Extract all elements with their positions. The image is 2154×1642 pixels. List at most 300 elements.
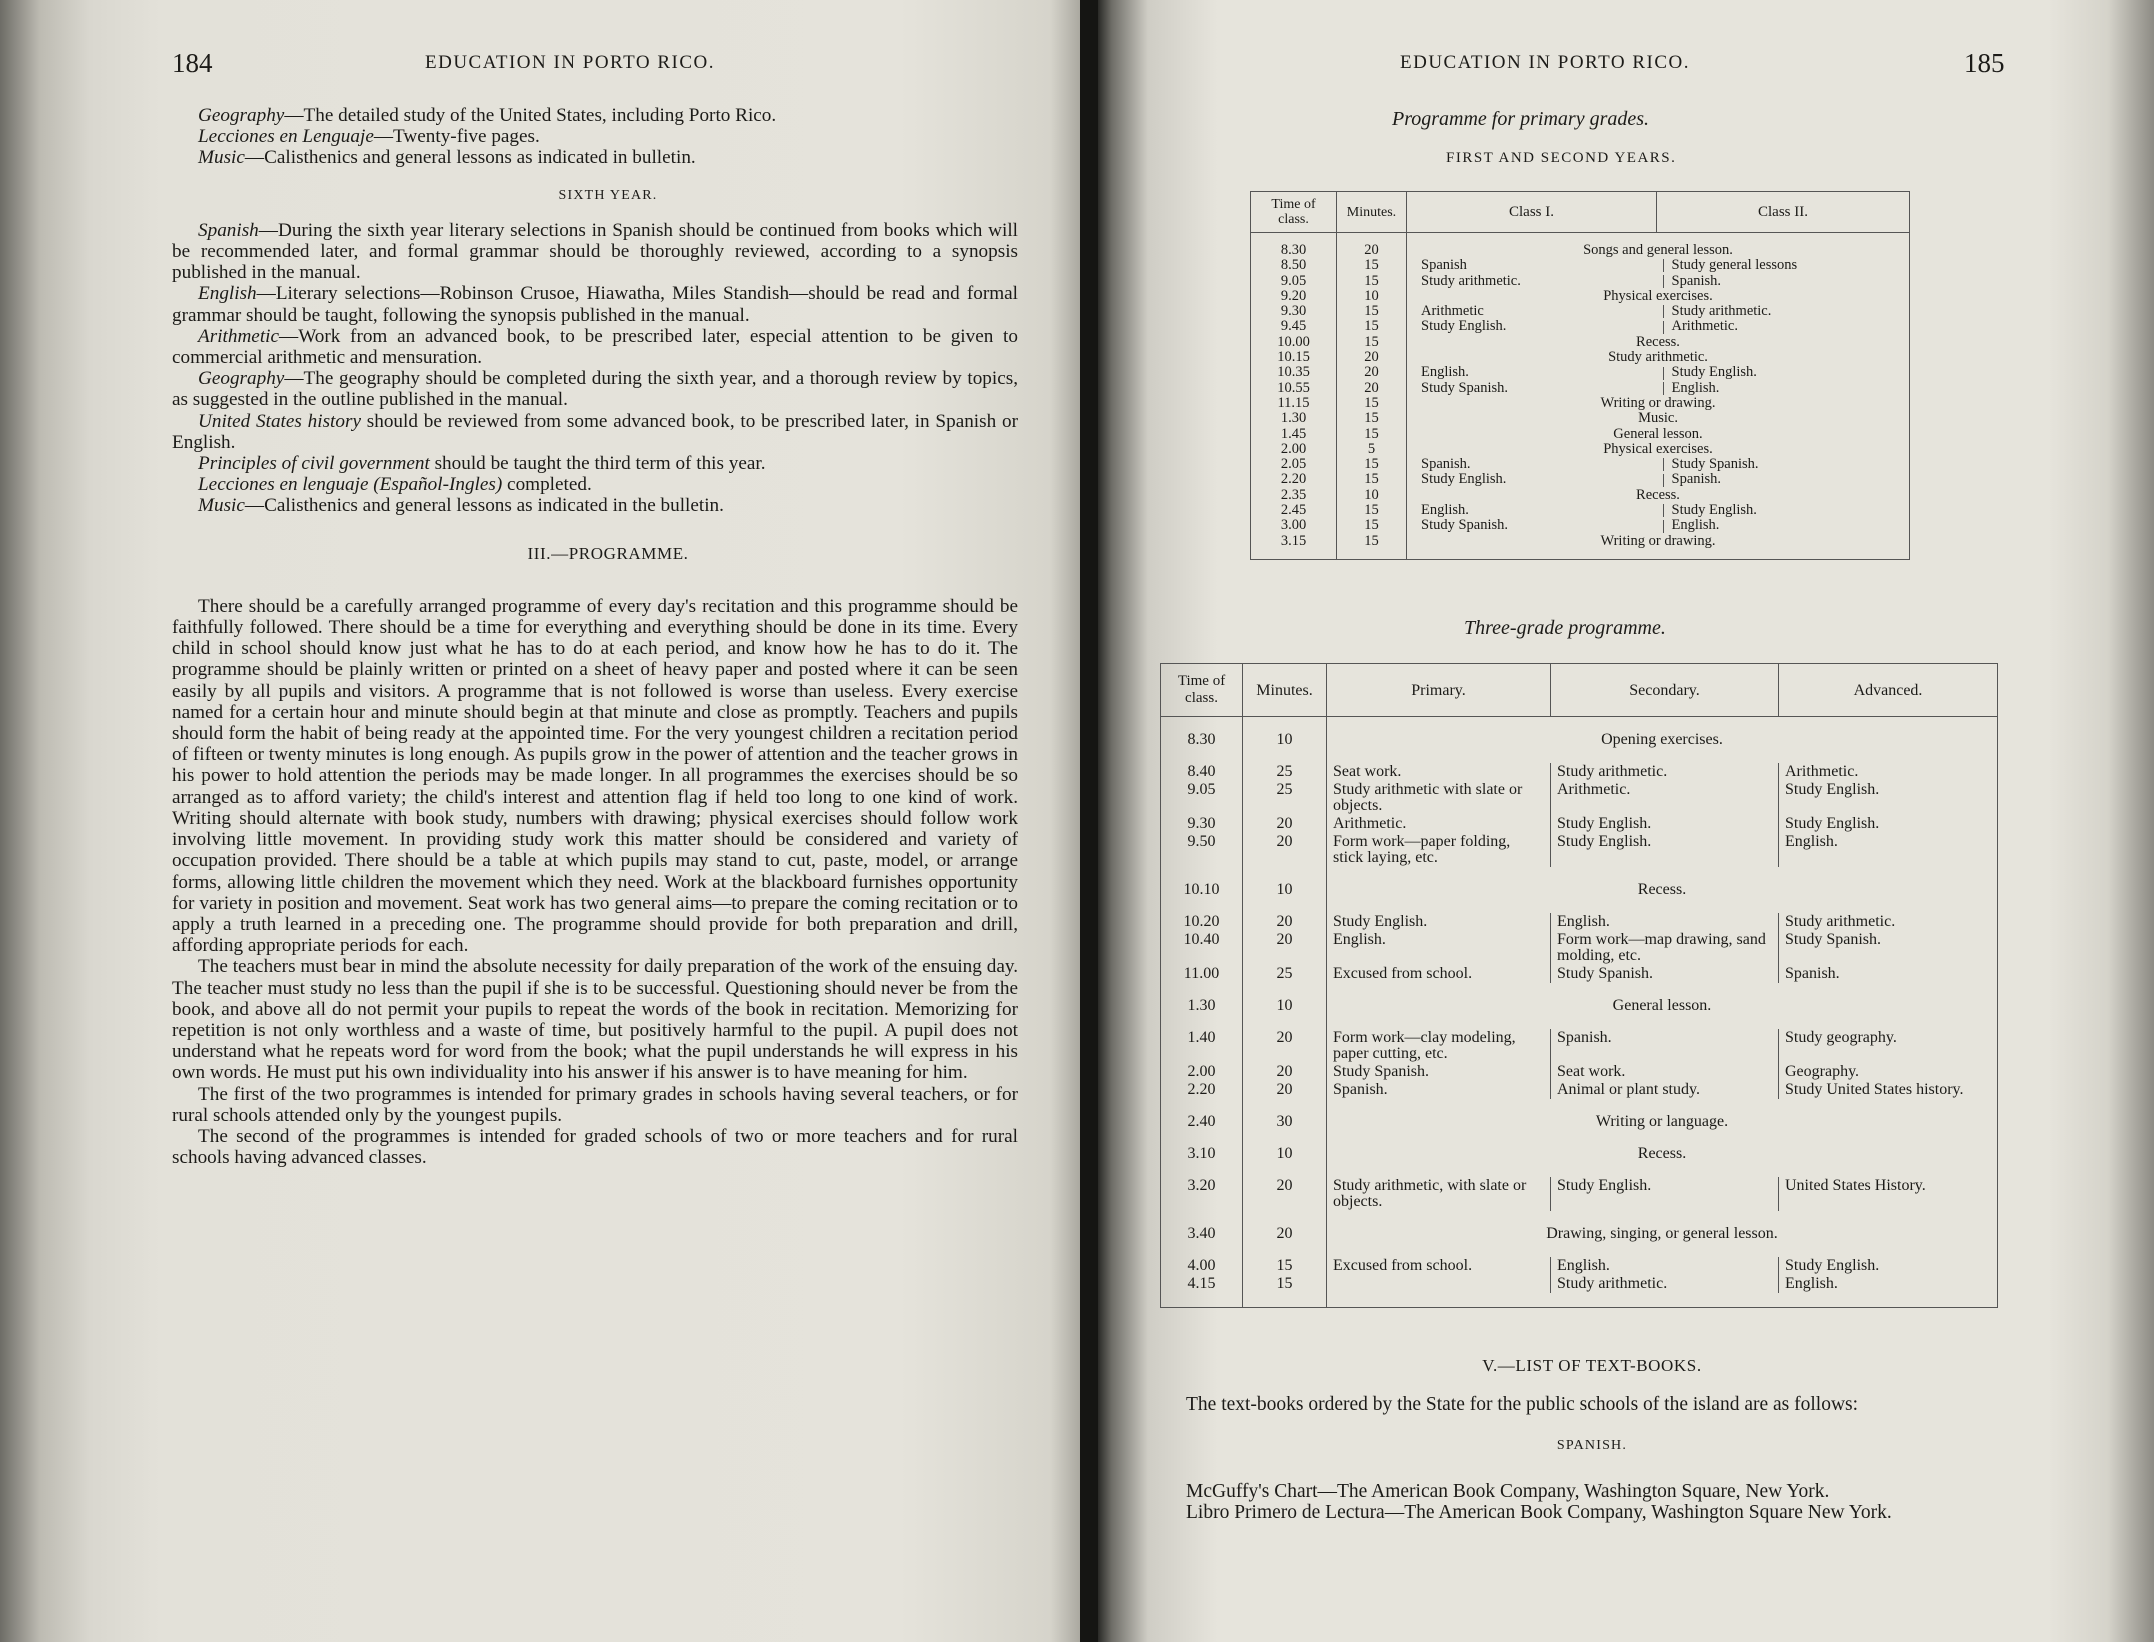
minutes-cell: 20: [1243, 1177, 1327, 1211]
minutes-cell: 5: [1337, 442, 1407, 457]
paragraph-label: Lecciones en Lenguaje: [198, 126, 374, 148]
spacer: [1161, 717, 1243, 732]
column-separator: [1663, 275, 1664, 288]
header-class-1: Class I.: [1407, 192, 1657, 233]
class-1-cell: Spanish.: [1421, 456, 1471, 473]
minutes-cell: 15: [1337, 411, 1407, 426]
programme-heading: III.—PROGRAMME.: [527, 543, 689, 563]
spacer-row: [1161, 1015, 1998, 1029]
three-grade-table-body: [1161, 717, 1998, 1308]
table-row: [1161, 815, 1998, 833]
minutes-cell: 15: [1337, 335, 1407, 350]
spacer: [1551, 983, 1779, 997]
paragraph-label: Arithmetic: [198, 325, 279, 347]
spacer: [1327, 1015, 1551, 1029]
both-classes-cell: Study arithmetic.: [1608, 349, 1708, 366]
minutes-cell: 20: [1243, 815, 1327, 833]
column-separator: [1663, 474, 1664, 487]
table-row: [1161, 1275, 1998, 1293]
paragraph: The first of the two programmes is intended for primary grades in schools having several teachers, or for rural schools attended only by the youngest pupils.: [172, 1083, 1018, 1126]
three-grade-header-row: [1161, 664, 1998, 717]
spacer: [1243, 1243, 1327, 1257]
table-row: [1251, 442, 1910, 457]
paragraph: There should be a carefully arranged programme of every day's recitation and this programme should be faithfully followed. There should be a time for everything and everything should be done in its time. Every child in school should know just what he has to do at each period, and know how he has to do it. The programme should be plainly written or printed on a sheet of heavy paper and posted where it can be seen easily by all pupils and visitors. A programme that is not followed is worse than useless. Every exercise named for a certain hour and minute should begin at that minute and close as promptly. Teachers and pupils should form the habit of being ready at the appointed time. For the very youngest children a recitation period of fifteen or twenty minutes is long enough. As pupils grow in the power of attention and the teacher grows in his power to hold attention the periods may be made longer. In all programmes the exercises should be so arranged as to afford variety; the child's interest and attention flag if held too long to one kind of work. Writing should alternate with book study, numbers with drawing; physical exercises should follow work involving little movement. In providing study work this matter should be considered and variety of occupation provided. There should be a table at which pupils may stand to cut, paste, model, or arrange forms, allowing little children the movement which they need. Work at the blackboard furnishes opportunity for variety in position and movement. Seat work has two general aims—to prepare the coming recitation or to apply a truth learned in a preceding one. The programme should provide for both preparation and drill, affording appropriate periods for each.: [172, 595, 1018, 957]
table-row: [1251, 365, 1910, 380]
column-separator: [1663, 458, 1664, 471]
time-cell: 3.10: [1161, 1145, 1243, 1163]
primary-cell: Study English.: [1333, 913, 1428, 930]
secondary-cell: Study English.: [1551, 833, 1779, 867]
primary-cell: Seat work.: [1333, 763, 1402, 780]
time-cell: 9.05: [1251, 274, 1337, 289]
time-cell: 9.45: [1251, 319, 1337, 334]
time-cell: 3.15: [1251, 534, 1337, 549]
spacer: [1551, 1131, 1779, 1145]
paragraph-text: —Work from an advanced book, to be prescribed later, especial attention to be given to commercial arithmetic and mensuration.: [172, 325, 1018, 369]
class-2-text: Study Spanish.: [1671, 456, 1759, 473]
paragraph-text: —Literary selections—Robinson Crusoe, Hiawatha, Miles Standish—should be read and formal grammar should be taught, following the synopsis published in the manual.: [172, 283, 1018, 326]
secondary-cell: Study arithmetic.: [1551, 1275, 1779, 1293]
header-primary: Primary.: [1327, 664, 1551, 717]
class-2-cell: [1657, 258, 1910, 273]
class-1-cell: Study arithmetic.: [1421, 272, 1521, 289]
primary-cell: [1327, 1275, 1551, 1293]
spacer: [1779, 1015, 1998, 1029]
spacer: [1779, 1131, 1998, 1145]
table-row: [1251, 472, 1910, 487]
primary-cell: Arithmetic.: [1333, 815, 1407, 832]
column-separator: [1663, 321, 1664, 334]
minutes-cell: 15: [1337, 427, 1407, 442]
secondary-cell: English.: [1551, 913, 1779, 931]
spacer: [1779, 1211, 1998, 1225]
header-minutes: Minutes.: [1243, 664, 1327, 717]
spacer: [1551, 867, 1779, 881]
spacer: [1551, 717, 1779, 732]
minutes-cell: 15: [1337, 274, 1407, 289]
paragraph-text: —Twenty-five pages.: [373, 126, 540, 148]
primary-cell: Spanish.: [1333, 1081, 1388, 1098]
class-1-cell: Study Spanish.: [1421, 517, 1509, 534]
spacer: [1327, 867, 1551, 881]
secondary-cell: Study English.: [1551, 815, 1779, 833]
advanced-cell: English.: [1779, 1275, 1998, 1293]
advanced-cell: Arithmetic.: [1779, 763, 1998, 781]
spacer: [1779, 1293, 1998, 1308]
paragraph: The second of the programmes is intended for graded schools of two or more teachers and for rural schools having advanced classes.: [172, 1125, 1018, 1169]
advanced-cell: Geography.: [1779, 1063, 1998, 1081]
spacer: [1243, 867, 1327, 881]
spacer: [1161, 867, 1243, 881]
time-cell: 8.30: [1161, 731, 1243, 749]
both-classes-cell: Physical exercises.: [1603, 287, 1713, 304]
spacer: [1551, 1163, 1779, 1177]
spacer-row: [1161, 867, 1998, 881]
time-cell: 2.35: [1251, 488, 1337, 503]
spacer-row: [1161, 749, 1998, 763]
class-1-cell: Study Spanish.: [1421, 379, 1509, 396]
spacer: [1161, 1099, 1243, 1113]
paragraph-label: Spanish: [198, 219, 259, 241]
time-cell: 10.35: [1251, 365, 1337, 380]
advanced-cell: Study English.: [1779, 1257, 1998, 1275]
table-row: [1161, 1225, 1998, 1243]
table-row: [1251, 243, 1910, 258]
spacer: [1161, 749, 1243, 763]
time-cell: 1.30: [1161, 997, 1243, 1015]
minutes-cell: 10: [1337, 289, 1407, 304]
spacer-row: [1161, 1099, 1998, 1113]
all-grades-cell: Recess.: [1637, 1145, 1687, 1162]
spacer: [1779, 899, 1998, 913]
spacer-row: [1161, 1131, 1998, 1145]
paragraph: [172, 126, 1018, 147]
time-cell: 8.50: [1251, 258, 1337, 273]
time-cell: 2.00: [1251, 442, 1337, 457]
spacer: [1779, 867, 1998, 881]
header-minutes: Minutes.: [1337, 192, 1407, 233]
textbooks-section: [1160, 1355, 1998, 1523]
spacer: [1327, 983, 1551, 997]
spacer: [1243, 1015, 1327, 1029]
both-classes-cell: Songs and general lesson.: [1583, 242, 1733, 258]
textbook-item: Libro Primero de Lectura—The American Book Company, Washington Square New York.: [1186, 1501, 1892, 1523]
spacer: [1327, 1243, 1551, 1257]
sixth-year-paragraphs: [172, 220, 1018, 517]
spacer: [1551, 749, 1779, 763]
time-cell: 10.55: [1251, 381, 1337, 396]
class-2-cell: [1657, 457, 1910, 472]
minutes-cell: 20: [1243, 913, 1327, 931]
minutes-cell: 10: [1243, 731, 1327, 749]
class-2-text: Arithmetic.: [1671, 318, 1738, 335]
minutes-cell: 15: [1337, 518, 1407, 533]
minutes-cell: 10: [1243, 881, 1327, 899]
table-row: [1251, 381, 1910, 396]
secondary-cell: English.: [1551, 1257, 1779, 1275]
page-number-right: 185: [1964, 48, 2005, 78]
time-cell: 9.50: [1161, 833, 1243, 867]
spacer: [1161, 1293, 1243, 1308]
time-cell: 10.10: [1161, 881, 1243, 899]
spacer: [1779, 1099, 1998, 1113]
time-cell: 9.20: [1251, 289, 1337, 304]
minutes-cell: 20: [1243, 1081, 1327, 1099]
secondary-cell: Form work—map drawing, sand molding, etc.: [1551, 931, 1779, 965]
table-row: [1161, 1113, 1998, 1131]
spacer-row: [1161, 1293, 1998, 1308]
all-grades-cell: Opening exercises.: [1601, 731, 1723, 748]
class-2-cell: [1657, 518, 1910, 533]
table-row: [1251, 274, 1910, 289]
advanced-cell: United States History.: [1779, 1177, 1998, 1211]
table-row: [1161, 781, 1998, 815]
minutes-cell: 15: [1337, 304, 1407, 319]
minutes-cell: 20: [1243, 1063, 1327, 1081]
spacer: [1251, 549, 1337, 560]
textbooks-intro: The text-books ordered by the State for the public schools of the island are as follows:: [1186, 1394, 1859, 1416]
time-cell: 1.40: [1161, 1029, 1243, 1063]
running-header-right: EDUCATION IN PORTO RICO.: [1400, 52, 1690, 73]
spacer: [1407, 549, 1910, 560]
column-separator: [1663, 520, 1664, 533]
minutes-cell: 25: [1243, 781, 1327, 815]
time-cell: 8.40: [1161, 763, 1243, 781]
secondary-cell: Study arithmetic.: [1551, 763, 1779, 781]
spacer: [1161, 1243, 1243, 1257]
spacer: [1779, 1243, 1998, 1257]
time-cell: 10.40: [1161, 931, 1243, 965]
paragraph: The teachers must bear in mind the absolute necessity for daily preparation of the work of the ensuing day. The teacher must study no less than the pupil if she is to be successful. Questioning should never be from the book, and above all do not permit your pupils to repeat the words of the book in recitation. Memorizing for repetition is not only worthless and a waste of time, but positively harmful to the pupil. A pupil does not understand what he repeats word for word from the book; what the pupil understands he will express in his own words. He must put his own individuality into his answer if his answer is to have meaning for him.: [172, 956, 1018, 1084]
table-row: [1251, 457, 1910, 472]
page-number-left: 184: [172, 48, 213, 78]
three-grade-programme-table: [1160, 663, 1998, 1308]
time-cell: 2.20: [1161, 1081, 1243, 1099]
class-1-cell: Arithmetic: [1421, 303, 1484, 320]
class-2-text: English.: [1671, 379, 1720, 396]
table-row: [1251, 258, 1910, 273]
spacer: [1243, 899, 1327, 913]
table-row: [1251, 411, 1910, 426]
spacer: [1327, 1131, 1551, 1145]
column-separator: [1663, 305, 1664, 318]
primary-cell: Excused from school.: [1333, 965, 1473, 982]
advanced-cell: Study United States history.: [1779, 1081, 1998, 1099]
minutes-cell: 20: [1337, 350, 1407, 365]
time-cell: 10.15: [1251, 350, 1337, 365]
spacer: [1551, 1211, 1779, 1225]
minutes-cell: 20: [1337, 243, 1407, 258]
spacer: [1243, 983, 1327, 997]
time-cell: 2.20: [1251, 472, 1337, 487]
header-advanced: Advanced.: [1779, 664, 1998, 717]
both-classes-cell: Writing or drawing.: [1600, 394, 1716, 411]
table-row: [1161, 1257, 1998, 1275]
paragraph-label: Music: [198, 147, 245, 169]
both-classes-cell: Writing or drawing.: [1600, 532, 1716, 549]
minutes-cell: 15: [1243, 1275, 1327, 1293]
primary-table-header-row: [1251, 192, 1910, 233]
spacer: [1551, 899, 1779, 913]
primary-cell: Study Spanish.: [1333, 1063, 1430, 1080]
minutes-cell: 20: [1337, 365, 1407, 380]
advanced-cell: Study geography.: [1779, 1029, 1998, 1063]
paragraph-text: —Calisthenics and general lessons as indicated in the bulletin.: [244, 495, 724, 517]
paragraph: [172, 495, 1018, 516]
class-2-cell: [1657, 365, 1910, 380]
spacer-row: [1161, 899, 1998, 913]
table-row: [1251, 335, 1910, 350]
time-cell: 9.30: [1251, 304, 1337, 319]
paragraph: [172, 453, 1018, 474]
table-row: [1251, 427, 1910, 442]
class-2-text: Spanish.: [1671, 272, 1722, 289]
paragraph: [172, 283, 1018, 325]
minutes-cell: 30: [1243, 1113, 1327, 1131]
time-cell: 1.45: [1251, 427, 1337, 442]
table-row: [1161, 965, 1998, 983]
spacer: [1161, 1015, 1243, 1029]
minutes-cell: 20: [1243, 833, 1327, 867]
header-time: Time of class.: [1161, 664, 1243, 717]
spacer-row: [1161, 1163, 1998, 1177]
advanced-cell: Study Spanish.: [1779, 931, 1998, 965]
spacer: [1243, 1211, 1327, 1225]
minutes-cell: 15: [1337, 457, 1407, 472]
spacer: [1161, 1131, 1243, 1145]
spacer: [1243, 1131, 1327, 1145]
paragraph-label: Geography: [198, 368, 285, 390]
paragraph-label: Music: [198, 495, 245, 517]
class-1-cell: English.: [1421, 502, 1469, 519]
spacer: [1327, 1211, 1551, 1225]
spacer: [1327, 899, 1551, 913]
table-row: [1251, 304, 1910, 319]
spacer: [1551, 1099, 1779, 1113]
advanced-cell: Study English.: [1779, 781, 1998, 815]
three-grade-programme-title: Three-grade programme.: [1464, 617, 1666, 639]
column-separator: [1663, 259, 1664, 272]
table-row: [1161, 763, 1998, 781]
class-2-text: Study English.: [1671, 502, 1757, 519]
time-cell: 2.05: [1251, 457, 1337, 472]
table-row: [1161, 881, 1998, 899]
table-row: [1161, 1177, 1998, 1211]
spacer: [1161, 899, 1243, 913]
column-separator: [1663, 367, 1664, 380]
secondary-cell: Arithmetic.: [1551, 781, 1779, 815]
paragraph-text: should be taught the third term of this year.: [429, 453, 766, 475]
paragraph: [172, 105, 1018, 126]
sixth-year-heading: SIXTH YEAR.: [558, 187, 658, 203]
class-2-text: Study general lessons: [1671, 257, 1798, 274]
both-classes-cell: Recess.: [1636, 486, 1680, 503]
spacer: [1243, 1099, 1327, 1113]
time-cell: 3.20: [1161, 1177, 1243, 1211]
all-grades-cell: Writing or language.: [1595, 1113, 1729, 1130]
minutes-cell: 25: [1243, 965, 1327, 983]
paragraph: [172, 368, 1018, 410]
secondary-cell: Animal or plant study.: [1551, 1081, 1779, 1099]
table-row: [1251, 319, 1910, 334]
secondary-cell: Seat work.: [1551, 1063, 1779, 1081]
time-cell: 3.40: [1161, 1225, 1243, 1243]
paragraph: [172, 474, 1018, 495]
table-row: [1251, 518, 1910, 533]
primary-table-body: [1251, 233, 1910, 560]
all-grades-cell: General lesson.: [1612, 997, 1712, 1014]
time-cell: 2.45: [1251, 503, 1337, 518]
spacer-row: [1161, 983, 1998, 997]
spacer: [1337, 549, 1407, 560]
table-row: [1251, 503, 1910, 518]
class-2-cell: [1657, 304, 1910, 319]
header-time: Time of class.: [1251, 192, 1337, 233]
paragraph-label: Lecciones en lenguaje (Español-Ingles): [198, 474, 503, 496]
time-cell: 9.30: [1161, 815, 1243, 833]
table-row: [1161, 1063, 1998, 1081]
header-secondary: Secondary.: [1551, 664, 1779, 717]
spacer: [1161, 1211, 1243, 1225]
top-paragraphs: [172, 105, 1018, 169]
time-cell: 10.00: [1251, 335, 1337, 350]
table-row: [1161, 913, 1998, 931]
class-2-text: Spanish.: [1671, 471, 1722, 488]
time-cell: 2.40: [1161, 1113, 1243, 1131]
spacer: [1327, 749, 1551, 763]
table-row: [1161, 833, 1998, 867]
spacer-row: [1161, 717, 1998, 732]
table-row: [1161, 1081, 1998, 1099]
primary-cell: Study arithmetic, with slate or objects.: [1333, 1177, 1527, 1210]
class-2-text: Study English.: [1671, 364, 1757, 381]
minutes-cell: 15: [1337, 472, 1407, 487]
primary-cell: Excused from school.: [1333, 1257, 1473, 1274]
spacer: [1327, 717, 1551, 732]
paragraph-text: should be reviewed from some advanced book, to be prescribed later, in Spanish or English.: [172, 410, 1018, 453]
spacer: [1551, 1015, 1779, 1029]
paragraph-text: completed.: [502, 474, 592, 496]
primary-programme-title: Programme for primary grades.: [1392, 108, 1650, 130]
spacer: [1327, 1163, 1551, 1177]
table-row: [1161, 731, 1998, 749]
minutes-cell: 25: [1243, 763, 1327, 781]
spacer: [1779, 1163, 1998, 1177]
paragraph: [172, 326, 1018, 368]
table-row: [1161, 931, 1998, 965]
class-2-cell: [1657, 319, 1910, 334]
header-class-2: Class II.: [1657, 192, 1910, 233]
minutes-cell: 15: [1243, 1257, 1327, 1275]
paragraph-label: Principles of civil government: [198, 453, 430, 475]
spanish-heading: SPANISH.: [1556, 1438, 1628, 1454]
spacer: [1243, 749, 1327, 763]
spacer: [1779, 983, 1998, 997]
minutes-cell: 20: [1243, 931, 1327, 965]
paragraph-text: —The detailed study of the United States, including Porto Rico.: [284, 105, 777, 126]
spacer: [1161, 1163, 1243, 1177]
all-grades-cell: Drawing, singing, or general lesson.: [1546, 1225, 1778, 1242]
class-1-cell: English.: [1421, 364, 1469, 381]
time-cell: 9.05: [1161, 781, 1243, 815]
secondary-cell: Study Spanish.: [1551, 965, 1779, 983]
paragraph: [172, 147, 1018, 168]
both-classes-cell: Physical exercises.: [1603, 440, 1713, 457]
minutes-cell: 20: [1337, 381, 1407, 396]
table-row: [1251, 488, 1910, 503]
table-row: [1251, 396, 1910, 411]
primary-programme-subtitle: FIRST AND SECOND YEARS.: [1446, 150, 1677, 166]
paragraph: [172, 411, 1018, 453]
spacer: [1161, 983, 1243, 997]
all-grades-cell: Recess.: [1637, 881, 1687, 898]
time-cell: 4.15: [1161, 1275, 1243, 1293]
minutes-cell: 10: [1243, 997, 1327, 1015]
primary-cell: Form work—clay modeling, paper cutting, etc.: [1333, 1029, 1516, 1062]
class-2-cell: [1657, 381, 1910, 396]
class-1-cell: Study English.: [1421, 318, 1507, 335]
class-2-text: Study arithmetic.: [1671, 303, 1772, 320]
paragraph-text: —The geography should be completed during the sixth year, and a thorough review by topics, as suggested in the outline published in the manual.: [172, 368, 1018, 411]
spacer-row: [1161, 1211, 1998, 1225]
spacer-row: [1161, 1243, 1998, 1257]
paragraph-label: English: [198, 283, 257, 305]
spacer-row: [1251, 549, 1910, 560]
both-classes-cell: Music.: [1638, 410, 1678, 427]
advanced-cell: Study arithmetic.: [1779, 913, 1998, 931]
spacer: [1779, 749, 1998, 763]
advanced-cell: Spanish.: [1779, 965, 1998, 983]
